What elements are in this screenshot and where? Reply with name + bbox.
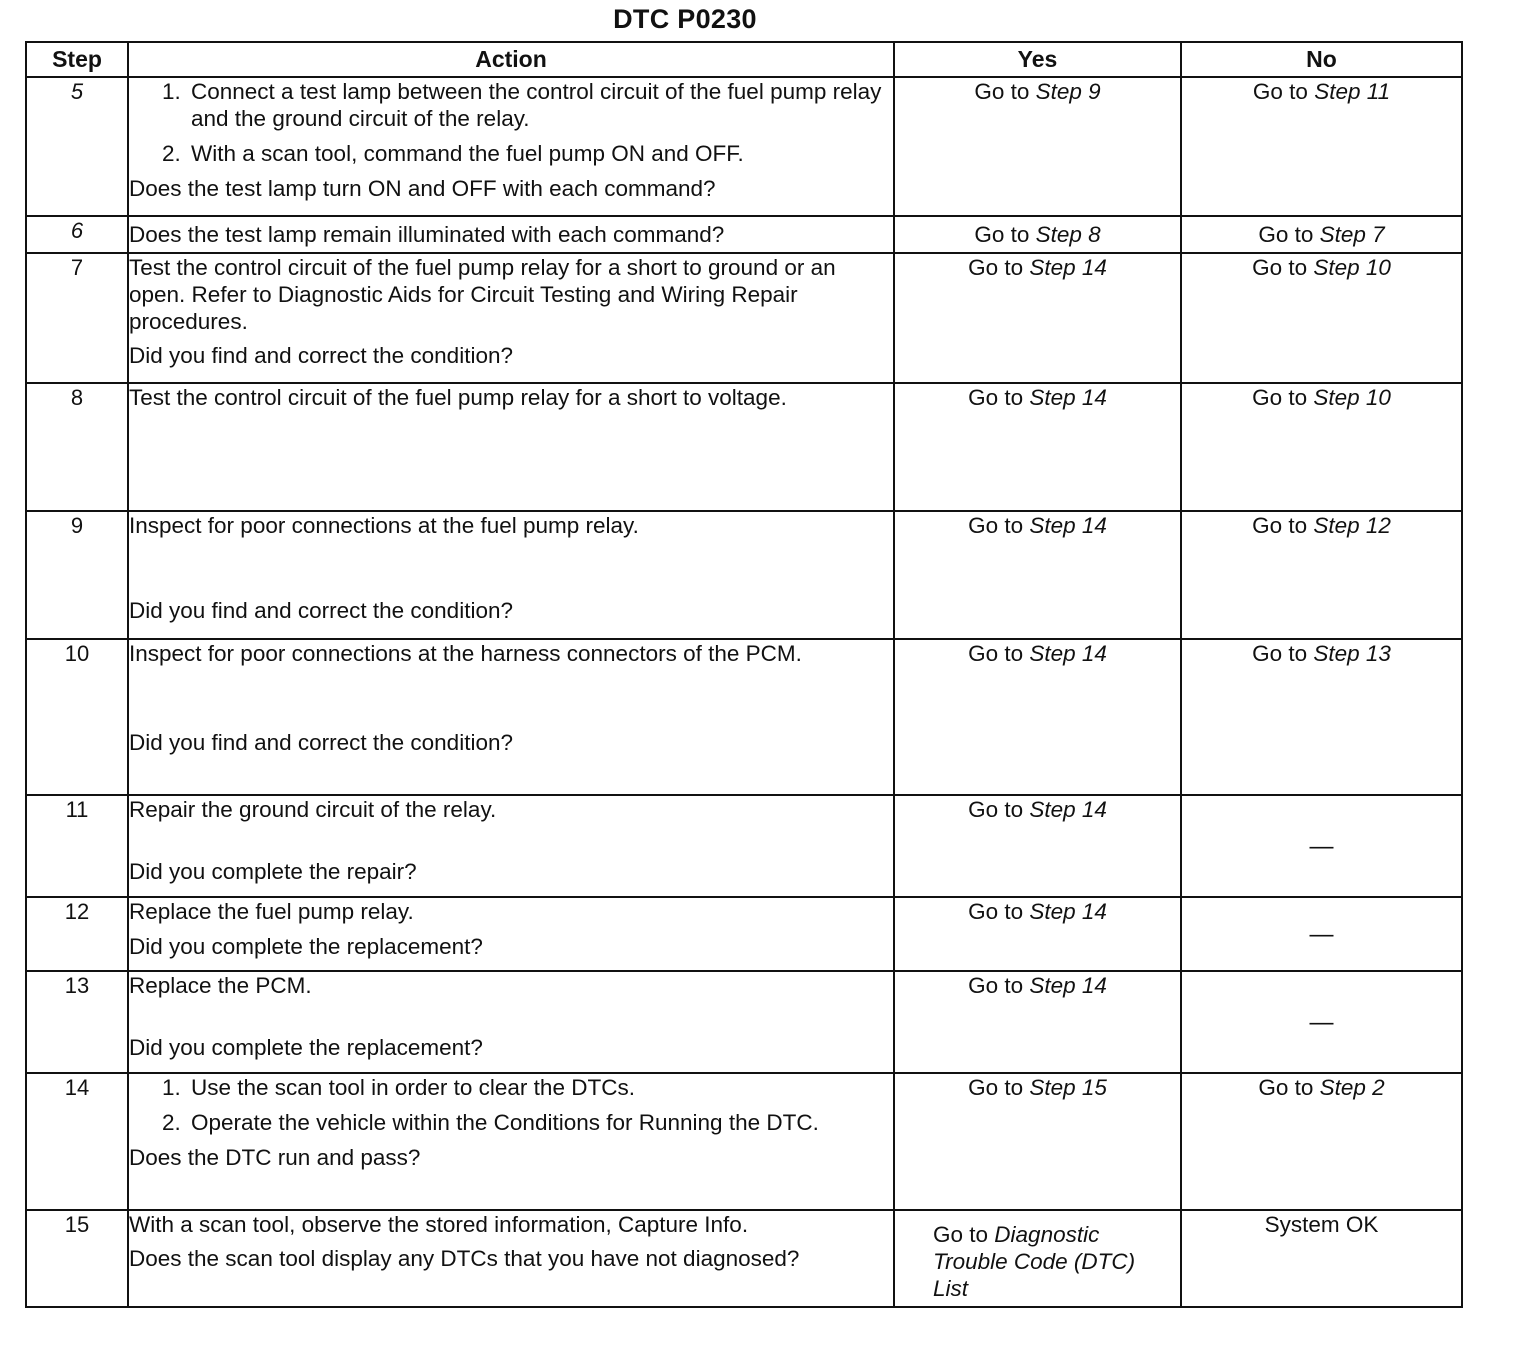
instruction-item: 2. Operate the vehicle within the Conditions for Running the DTC. [187,1109,823,1136]
yes-cell [894,77,1181,216]
yes-prefix: Go to [968,255,1030,280]
table-row [26,639,1462,795]
step-number: 5 [26,77,128,216]
no-cell: — [1181,897,1462,971]
no-prefix: Go to [1252,385,1314,410]
step-number: 8 [26,383,128,511]
action-text: Replace the fuel pump relay. [129,899,414,924]
table-row [26,1073,1462,1210]
yes-prefix: Go to [968,513,1030,538]
step-number: 10 [26,639,128,795]
action-question: Did you find and correct the condition? [129,598,513,623]
no-link[interactable]: Step 10 [1313,385,1391,410]
action-cell [128,897,894,971]
action-question: Does the test lamp turn ON and OFF with each command? [129,176,716,201]
yes-prefix: Go to [974,79,1036,104]
action-cell [128,639,894,795]
yes-link[interactable]: Step 14 [1029,255,1107,280]
header-no: No [1181,42,1462,77]
step-number: 6 [26,216,128,253]
yes-cell [894,253,1181,383]
yes-link[interactable]: Step 14 [1029,641,1107,666]
action-cell [128,1210,894,1307]
action-question: Did you find and correct the condition? [129,730,513,755]
yes-link[interactable]: Diagnostic Trouble Code (DTC) List [933,1222,1136,1301]
yes-prefix: Go to [968,1075,1030,1100]
no-prefix: Go to [1258,1075,1320,1100]
no-link[interactable]: Step 11 [1314,79,1391,104]
table-row [26,216,1462,253]
action-cell [128,1073,894,1210]
yes-cell [894,216,1181,253]
document-title: DTC P0230 [613,4,757,34]
no-prefix: Go to [1252,79,1315,104]
yes-link[interactable]: Step 15 [1029,1075,1107,1100]
action-cell [128,253,894,383]
action-question: Did you complete the replacement? [129,1035,483,1060]
action-question: Does the DTC run and pass? [129,1145,421,1170]
table-row [26,897,1462,971]
no-link[interactable]: Step 10 [1313,255,1391,280]
yes-cell [894,383,1181,511]
action-text: With a scan tool, observe the stored information, Capture Info. [129,1212,749,1237]
no-cell [1181,253,1462,383]
action-cell [128,216,894,253]
no-cell [1181,216,1462,253]
action-question: Did you complete the repair? [129,859,417,884]
table-row [26,383,1462,511]
no-cell: System OK [1181,1210,1462,1307]
no-cell: — [1181,971,1462,1073]
action-text: Test the control circuit of the fuel pump relay for a short to ground or an open. Refer to Diagnostic Aids for Circuit Testing and Wiring Repair procedures. [129,255,836,334]
yes-prefix: Go to [968,641,1030,666]
yes-cell [894,1210,1181,1307]
table-header-row [26,42,1462,77]
yes-link[interactable]: Step 14 [1029,973,1107,998]
yes-prefix: Go to [968,385,1030,410]
yes-cell [894,795,1181,897]
header-yes: Yes [894,42,1181,77]
yes-link[interactable]: Step 14 [1029,385,1107,410]
no-prefix: Go to [1258,222,1320,247]
no-cell [1181,639,1462,795]
action-question: Did you find and correct the condition? [129,343,513,368]
step-number: 12 [26,897,128,971]
no-link[interactable]: Step 13 [1313,641,1391,666]
yes-link[interactable]: Step 14 [1029,797,1107,822]
no-prefix: Go to [1252,641,1314,666]
yes-cell [894,511,1181,639]
header-action: Action [128,42,894,77]
yes-prefix: Go to [968,797,1030,822]
table-row [26,511,1462,639]
instruction-list [129,1074,893,1136]
action-cell [128,77,894,216]
instruction-item: 1. Use the scan tool in order to clear the DTCs. [187,1074,823,1101]
yes-cell [894,971,1181,1073]
action-text: Test the control circuit of the fuel pump relay for a short to voltage. [129,385,787,410]
no-link[interactable]: Step 12 [1313,513,1391,538]
no-cell [1181,1073,1462,1210]
action-text: Inspect for poor connections at the fuel pump relay. [129,513,639,538]
action-question: Does the scan tool display any DTCs that you have not diagnosed? [129,1246,800,1271]
yes-prefix: Go to [968,899,1030,924]
table-row [26,1210,1462,1307]
no-cell [1181,77,1462,216]
table-row [26,795,1462,897]
action-cell [128,971,894,1073]
yes-cell [894,897,1181,971]
yes-prefix: Go to [968,973,1030,998]
step-number: 15 [26,1210,128,1307]
instruction-list [129,78,893,167]
no-prefix: Go to [1252,255,1314,280]
yes-link[interactable]: Step 14 [1029,899,1107,924]
no-cell [1181,511,1462,639]
step-number: 14 [26,1073,128,1210]
no-link[interactable]: Step 2 [1319,1075,1385,1100]
no-cell: — [1181,795,1462,897]
action-cell [128,383,894,511]
step-number: 7 [26,253,128,383]
instruction-item: 1. Connect a test lamp between the control circuit of the fuel pump relay and the ground circuit of the relay. [187,78,893,132]
yes-cell [894,1073,1181,1210]
step-number: 9 [26,511,128,639]
action-cell [128,511,894,639]
action-text: Repair the ground circuit of the relay. [129,797,497,822]
yes-prefix: Go to [974,222,1036,247]
no-cell [1181,383,1462,511]
action-question: Does the test lamp remain illuminated with each command? [129,222,725,247]
table-row [26,253,1462,383]
action-question: Did you complete the replacement? [129,934,483,959]
no-prefix: Go to [1252,513,1314,538]
yes-prefix: Go to [933,1222,995,1247]
step-number: 11 [26,795,128,897]
instruction-item: 2. With a scan tool, command the fuel pump ON and OFF. [187,140,893,167]
yes-cell [894,639,1181,795]
action-cell [128,795,894,897]
yes-link[interactable]: Step 8 [1035,222,1101,247]
step-number: 13 [26,971,128,1073]
table-row [26,77,1462,216]
action-text: Inspect for poor connections at the harness connectors of the PCM. [129,641,802,666]
dtc-table [25,41,1463,1308]
action-text: Replace the PCM. [129,973,312,998]
yes-link[interactable]: Step 14 [1029,513,1107,538]
header-step: Step [26,42,128,77]
table-row [26,971,1462,1073]
no-link[interactable]: Step 7 [1319,222,1385,247]
yes-link[interactable]: Step 9 [1035,79,1101,104]
